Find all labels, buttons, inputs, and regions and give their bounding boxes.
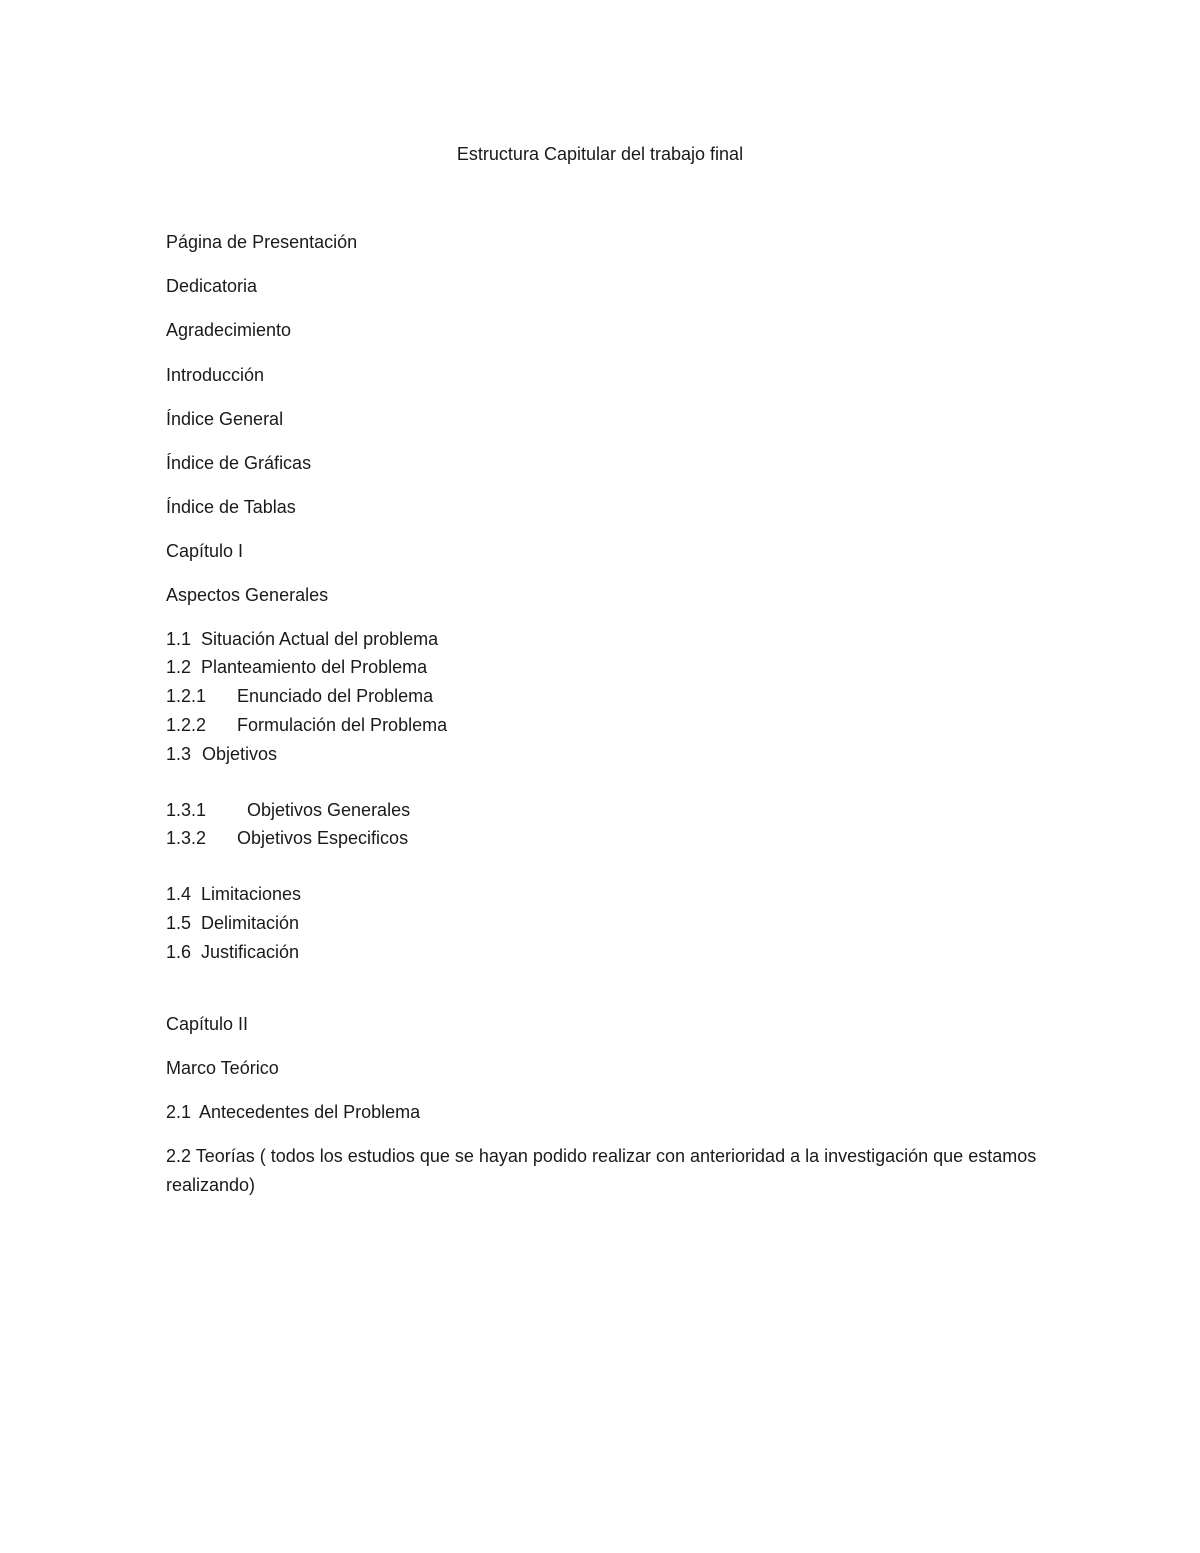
outline-number: 2.2 <box>166 1146 192 1166</box>
outline-number: 1.2.2 <box>166 715 207 735</box>
outline-text: Objetivos Generales <box>247 800 411 820</box>
outline-item <box>166 713 447 737</box>
outline-number: 1.3.2 <box>166 828 207 848</box>
document-title: Estructura Capitular del trabajo final <box>456 144 744 164</box>
outline-item <box>166 742 277 766</box>
outline-number: 1.2 <box>166 657 192 677</box>
outline-text: Teorías ( todos los estudios que se hayan podido realizar con anterioridad a la investigación que estamos realizando) <box>166 1146 1037 1195</box>
chapter-2-label: Capítulo II <box>166 1014 249 1034</box>
outline-number: 1.6 <box>166 942 192 962</box>
outline-item <box>166 1100 420 1124</box>
outline-item <box>166 826 408 850</box>
outline-number: 1.3 <box>166 744 192 764</box>
outline-text: Enunciado del Problema <box>237 686 434 706</box>
chapter-2-heading: Marco Teórico <box>166 1058 279 1078</box>
outline-text: Limitaciones <box>201 884 302 904</box>
front-matter-item: Agradecimiento <box>166 320 292 340</box>
outline-item <box>166 798 410 822</box>
front-matter-item: Página de Presentación <box>166 232 358 252</box>
outline-item <box>166 627 438 651</box>
outline-text: Delimitación <box>201 913 300 933</box>
chapter-1-label: Capítulo I <box>166 541 244 561</box>
outline-text: Planteamiento del Problema <box>201 657 428 677</box>
outline-number: 2.1 <box>166 1102 192 1122</box>
outline-item <box>166 911 299 935</box>
outline-item <box>166 655 427 679</box>
chapter-1-heading: Aspectos Generales <box>166 585 329 605</box>
front-matter-item: Índice de Gráficas <box>166 453 312 473</box>
outline-number: 1.3.1 <box>166 800 207 820</box>
outline-number: 1.2.1 <box>166 686 207 706</box>
outline-text: Objetivos <box>202 744 278 764</box>
outline-text: Antecedentes del Problema <box>199 1102 421 1122</box>
outline-item <box>166 1142 1046 1200</box>
front-matter-item: Dedicatoria <box>166 276 258 296</box>
outline-text: Objetivos Especificos <box>237 828 409 848</box>
outline-item <box>166 940 299 964</box>
front-matter-item: Índice General <box>166 409 284 429</box>
outline-number: 1.5 <box>166 913 192 933</box>
front-matter-item: Índice de Tablas <box>166 497 296 517</box>
outline-text: Formulación del Problema <box>237 715 448 735</box>
outline-number: 1.1 <box>166 629 192 649</box>
outline-item <box>166 882 301 906</box>
outline-number: 1.4 <box>166 884 192 904</box>
front-matter-item: Introducción <box>166 365 265 385</box>
outline-text: Situación Actual del problema <box>201 629 439 649</box>
outline-item <box>166 684 433 708</box>
outline-text: Justificación <box>201 942 300 962</box>
